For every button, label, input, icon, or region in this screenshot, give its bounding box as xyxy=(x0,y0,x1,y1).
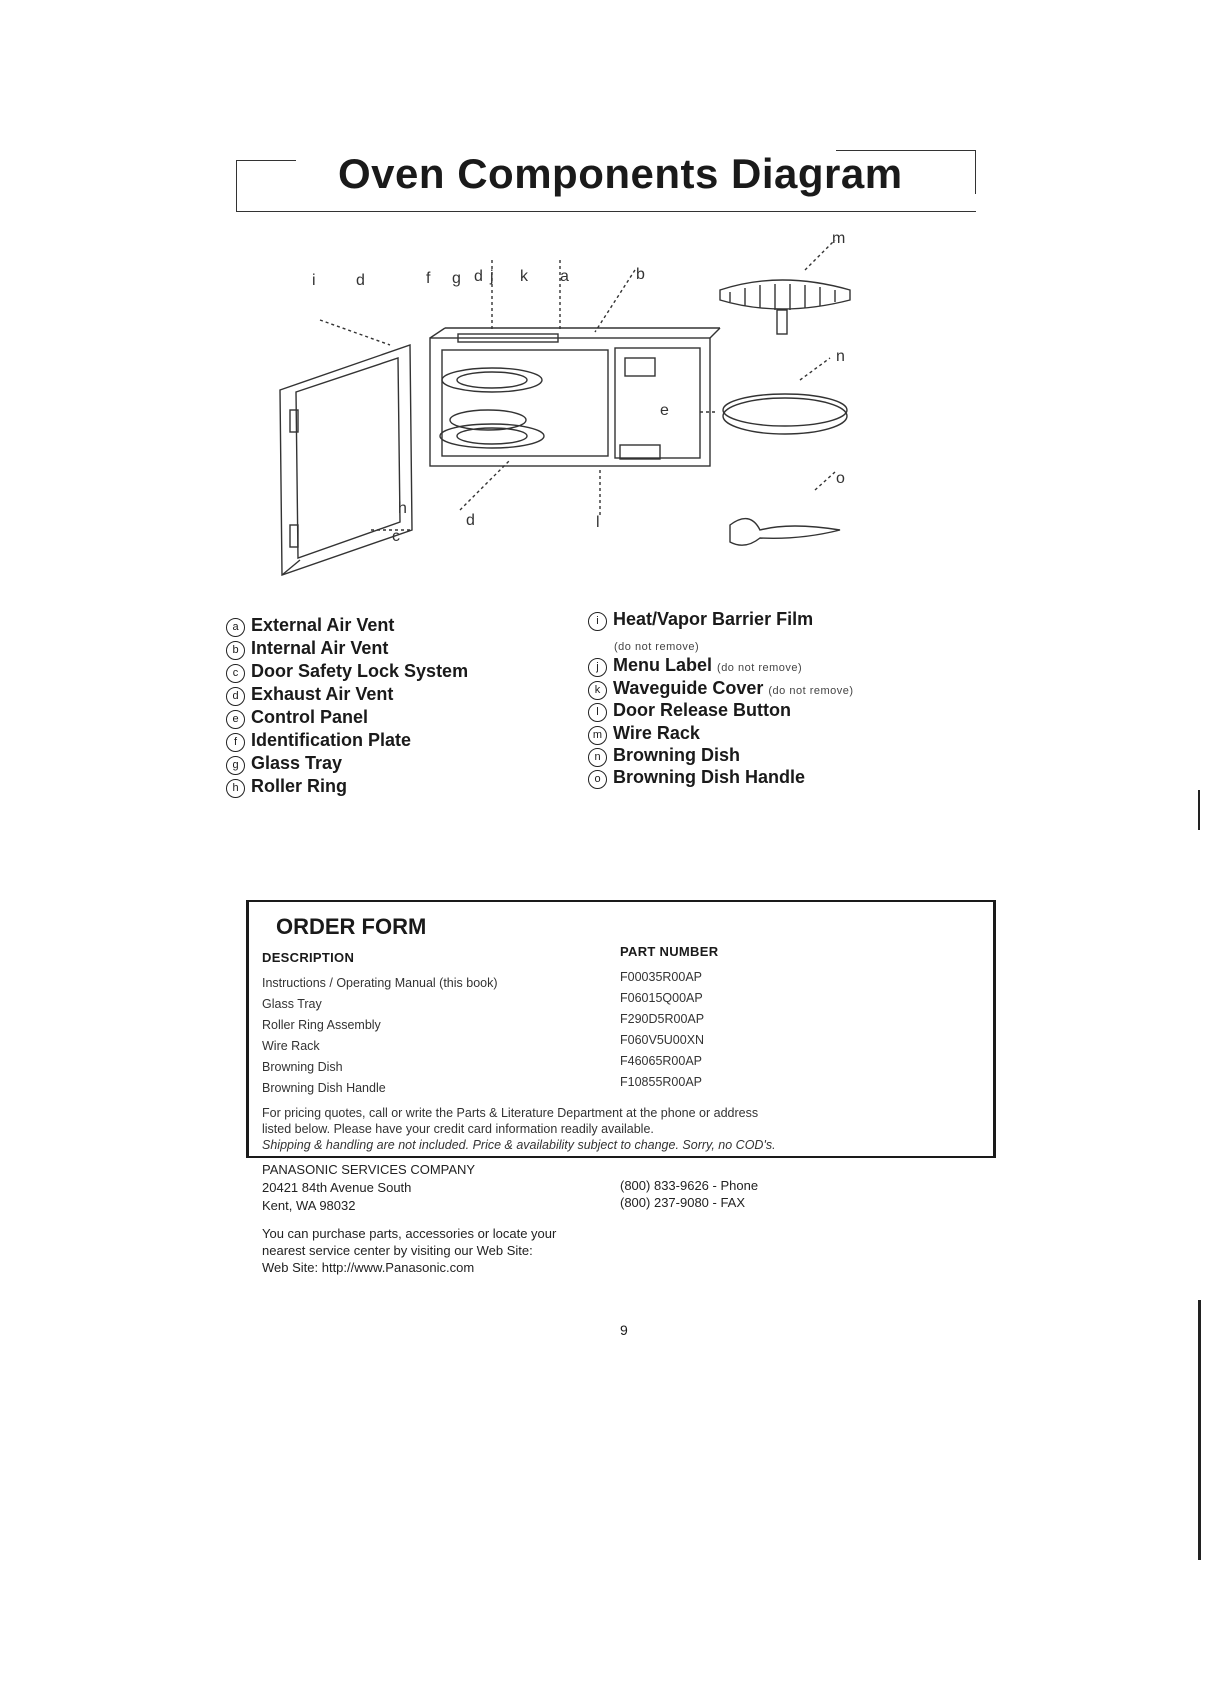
legend-item-l: l Door Release Button xyxy=(588,700,791,722)
page-title: Oven Components Diagram xyxy=(338,150,903,197)
page-number: 9 xyxy=(620,1322,628,1338)
letter-badge-icon: c xyxy=(226,664,245,683)
company-street: 20421 84th Avenue South xyxy=(262,1180,412,1195)
legend-item-m: m Wire Rack xyxy=(588,723,700,745)
diagram-label-d: d xyxy=(356,272,365,289)
diagram-label-i: i xyxy=(312,272,316,289)
web-info-line: You can purchase parts, accessories or locate your xyxy=(262,1226,557,1241)
diagram-label-o: o xyxy=(836,470,845,487)
legend-item-b: b Internal Air Vent xyxy=(226,638,388,660)
legend-item-h: h Roller Ring xyxy=(226,776,347,798)
order-row-part: F00035R00AP xyxy=(620,970,703,984)
description-column-header: DESCRIPTION xyxy=(262,950,355,965)
legend-item-i: i Heat/Vapor Barrier Film xyxy=(588,609,813,631)
letter-badge-icon: i xyxy=(588,612,607,631)
letter-badge-icon: e xyxy=(226,710,245,729)
letter-badge-icon: n xyxy=(588,748,607,767)
order-disclaimer: Shipping & handling are not included. Price & availability subject to change. Sorry, no COD's. xyxy=(262,1138,776,1152)
web-site: Web Site: http://www.Panasonic.com xyxy=(262,1260,475,1275)
diagram-label-m: m xyxy=(832,230,846,247)
legend-item-d: d Exhaust Air Vent xyxy=(226,684,393,706)
web-info-line: nearest service center by visiting our Web Site: xyxy=(262,1243,533,1258)
company-phone: (800) 833-9626 - Phone xyxy=(620,1178,759,1193)
letter-badge-icon: d xyxy=(226,687,245,706)
order-row-part: F290D5R00AP xyxy=(620,1012,705,1026)
part-number-column-header: PART NUMBER xyxy=(620,944,719,959)
diagram-label-d-top: d xyxy=(474,268,483,285)
order-row-description: Glass Tray xyxy=(262,997,322,1011)
letter-badge-icon: m xyxy=(588,726,607,745)
scan-mark xyxy=(1198,790,1200,830)
order-form-title: ORDER FORM xyxy=(276,914,427,939)
diagram-label-a: a xyxy=(560,268,569,285)
letter-badge-icon: l xyxy=(588,703,607,722)
legend-item-c: c Door Safety Lock System xyxy=(226,661,468,683)
wire-rack xyxy=(720,280,850,309)
letter-badge-icon: f xyxy=(226,733,245,752)
diagram-label-e: e xyxy=(660,402,669,419)
order-row-part: F060V5U00XN xyxy=(620,1033,705,1047)
order-row-part: F10855R00AP xyxy=(620,1075,703,1089)
diagram-label-k: k xyxy=(520,268,528,285)
order-row-description: Roller Ring Assembly xyxy=(262,1018,381,1032)
legend-item-e: e Control Panel xyxy=(226,707,368,729)
legend-item-o: o Browning Dish Handle xyxy=(588,767,805,789)
letter-badge-icon: h xyxy=(226,779,245,798)
diagram-label-g: g xyxy=(452,270,461,287)
letter-badge-icon: a xyxy=(226,618,245,637)
control-panel xyxy=(615,348,700,458)
scan-mark xyxy=(1198,1300,1201,1560)
diagram-label-h: h xyxy=(398,500,407,517)
order-row-description: Browning Dish Handle xyxy=(262,1081,386,1095)
legend-item-n: n Browning Dish xyxy=(588,745,740,767)
order-note: listed below. Please have your credit card information readily available. xyxy=(262,1122,654,1136)
letter-badge-icon: k xyxy=(588,681,607,700)
diagram-label-n: n xyxy=(836,348,845,365)
roller-ring xyxy=(450,410,526,430)
browning-dish xyxy=(723,394,847,426)
letter-badge-icon: j xyxy=(588,658,607,677)
browning-dish-handle xyxy=(730,519,840,546)
diagram-label-j: j xyxy=(490,268,494,285)
legend-item-j: j Menu Label (do not remove) xyxy=(588,655,802,677)
letter-badge-icon: o xyxy=(588,770,607,789)
company-name: PANASONIC SERVICES COMPANY xyxy=(262,1162,476,1177)
letter-badge-icon: g xyxy=(226,756,245,775)
legend-item-k: k Waveguide Cover (do not remove) xyxy=(588,678,854,700)
order-note: For pricing quotes, call or write the Parts & Literature Department at the phone or address xyxy=(262,1106,759,1120)
diagram-label-d-bottom: d xyxy=(466,512,475,529)
order-row-description: Instructions / Operating Manual (this book) xyxy=(262,976,498,990)
legend-item-i-note: (do not remove) xyxy=(614,641,700,653)
diagram-label-c: c xyxy=(392,528,400,545)
order-row-description: Wire Rack xyxy=(262,1039,320,1053)
diagram-label-l: l xyxy=(596,514,600,531)
diagram-label-b: b xyxy=(636,266,645,283)
oven-diagram xyxy=(260,240,960,600)
company-city: Kent, WA 98032 xyxy=(262,1198,356,1213)
legend-item-g: g Glass Tray xyxy=(226,753,342,775)
company-fax: (800) 237-9080 - FAX xyxy=(620,1195,746,1210)
letter-badge-icon: b xyxy=(226,641,245,660)
order-row-description: Browning Dish xyxy=(262,1060,343,1074)
legend-item-a: a External Air Vent xyxy=(226,615,394,637)
order-row-part: F46065R00AP xyxy=(620,1054,703,1068)
order-row-part: F06015Q00AP xyxy=(620,991,703,1005)
diagram-label-f: f xyxy=(426,270,431,287)
legend-item-f: f Identification Plate xyxy=(226,730,411,752)
